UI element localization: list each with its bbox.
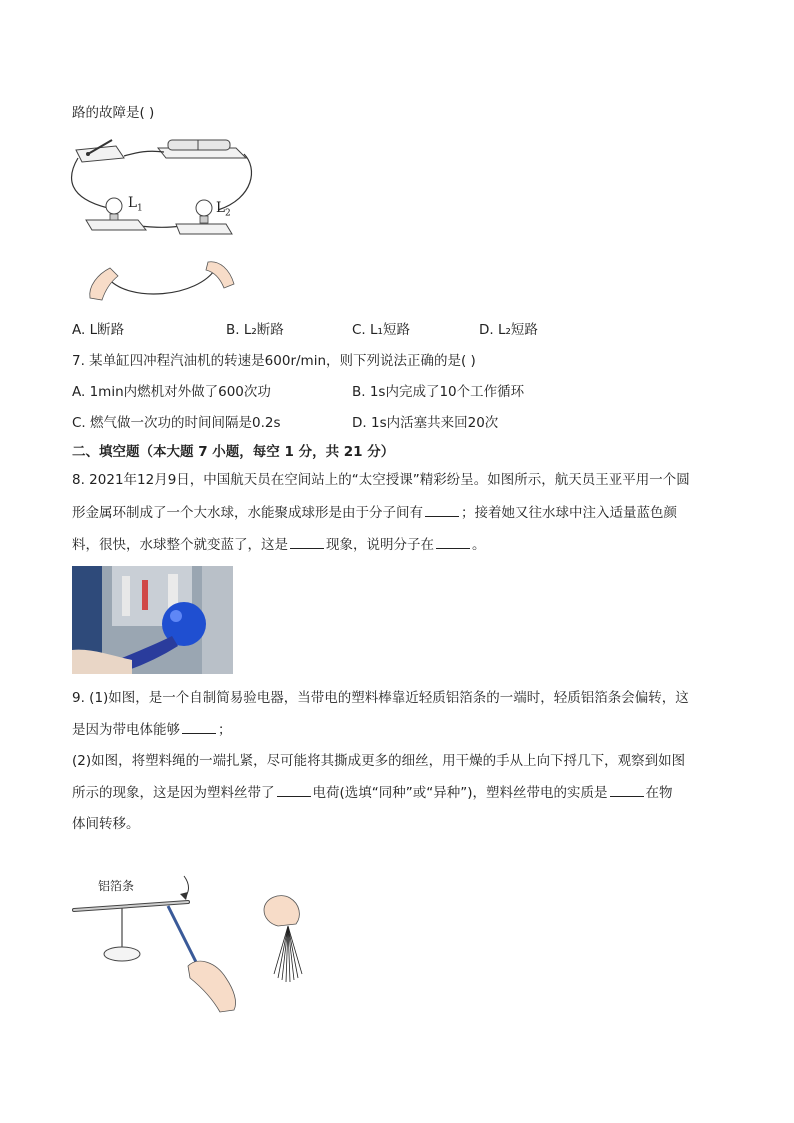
q9-line-1: 9. (1)如图，是一个自制简易验电器，当带电的塑料棒靠近轻质铝箔条的一端时，轻质铝箔条会偏转，这: [72, 690, 689, 706]
q8-blank-3[interactable]: [436, 534, 470, 549]
q9-blank-3[interactable]: [610, 782, 644, 797]
section-2-heading: 二、填空题（本大题 7 小题，每空 1 分，共 21 分）: [72, 444, 395, 460]
circuit-figure: [68, 128, 268, 308]
q6-option-b[interactable]: B. L₂断路: [226, 322, 284, 338]
l2-label: $L_2$: [216, 200, 231, 219]
q8-blank-2[interactable]: [290, 534, 324, 549]
q7-option-b[interactable]: B. 1s内完成了10个工作循环: [352, 384, 525, 400]
q9-blank-2[interactable]: [277, 782, 311, 797]
q7-option-d[interactable]: D. 1s内活塞共来回20次: [352, 415, 499, 431]
q9-line-4: 所示的现象，这是因为塑料丝带了 电荷(选填“同种”或“异种”)，塑料丝带电的实质是 在物: [72, 782, 673, 803]
q9-line-3: (2)如图，将塑料绳的一端扎紧，尽可能将其撕成更多的细丝，用干燥的手从上向下捋几下，观察到如图: [72, 753, 686, 769]
space-station-photo: [72, 566, 233, 674]
electroscope-figure: [70, 870, 260, 1015]
q9-line-5: 体间转移。: [72, 816, 140, 832]
q6-option-d[interactable]: D. L₂短路: [479, 322, 538, 338]
q8-line-1: 8. 2021年12月9日，中国航天员在空间站上的“太空授课”精彩纷呈。如图所示，航天员王亚平用一个圆: [72, 472, 690, 488]
q8-blank-1[interactable]: [425, 502, 459, 517]
q6-option-a[interactable]: A. L断路: [72, 322, 125, 338]
plastic-strands-figure: [258, 892, 314, 984]
q8-line-3: 料，很快，水球整个就变蓝了，这是 现象，说明分子在 。: [72, 534, 486, 555]
q9-blank-1[interactable]: [182, 719, 216, 734]
q8-line-2: 形金属环制成了一个大水球，水能聚成球形是由于分子间有 ；接着她又往水球中注入适量蓝色颜: [72, 502, 677, 523]
q6-stem-tail: 路的故障是( ): [72, 105, 155, 121]
q6-option-c[interactable]: C. L₁短路: [352, 322, 410, 338]
foil-strip-label: 铝箔条: [98, 879, 135, 893]
q7-option-a[interactable]: A. 1min内燃机对外做了600次功: [72, 384, 271, 400]
q7-stem: 7. 某单缸四冲程汽油机的转速是600r/min，则下列说法正确的是( ): [72, 353, 476, 369]
q7-option-c[interactable]: C. 燃气做一次功的时间间隔是0.2s: [72, 415, 281, 431]
l1-label: $L_1$: [128, 195, 143, 214]
q9-line-2: 是因为带电体能够 ；: [72, 719, 232, 740]
